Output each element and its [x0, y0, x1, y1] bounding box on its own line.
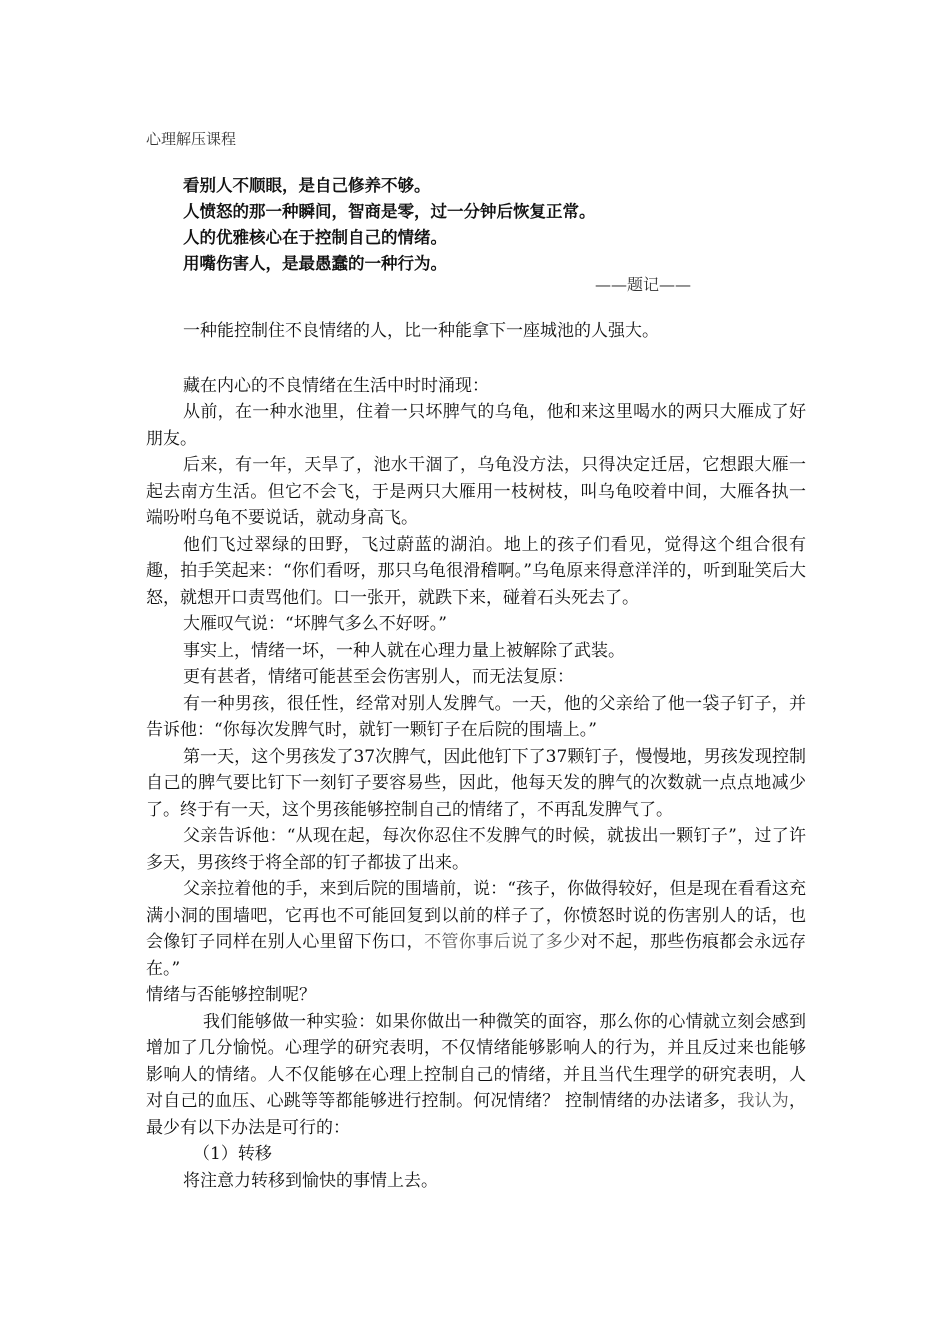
subheading: （1）转移	[193, 1144, 272, 1164]
paragraph-text-gray: 我认为	[737, 1091, 790, 1111]
section-question: 情绪与否能够控制呢？	[146, 985, 316, 1005]
paragraph: 第一天，这个男孩发了37次脾气，因此他钉下了37颗钉子，慢慢地，男孩发现控制自己的脾气要比钉下一刻钉子要容易些，因此，他每天发的脾气的次数就一点点地减少了。终于有一天，这个男孩能够控制自己的情绪了，不再乱发脾气了。	[146, 746, 806, 820]
body-text	[146, 318, 806, 1194]
epigraph	[183, 173, 743, 277]
paragraph: 有一种男孩，很任性，经常对别人发脾气。一天，他的父亲给了他一袋子钉子，并告诉他：“你每次发脾气时，就钉一颗钉子在后院的围墙上。”	[146, 693, 806, 740]
paragraph: 将注意力转移到愉快的事情上去。	[183, 1170, 438, 1191]
epigraph-line: 看别人不顺眼，是自己修养不够。	[183, 176, 431, 195]
paragraph-text: 我们能够做一种实验：如果你做出一种微笑的面容，那么你的心情就立刻会感到增加了几分愉悦。心理学的研究表明，不仅情绪能够影响人的行为，并且反过来也能够影响人的情绪。人不仅能够在心理上控制自己的情绪，并且当代生理学的研究表明，人对自己的血压、心跳等等都能够进行控制。何况情绪？ 控制情绪的办法诸多，	[146, 1011, 806, 1111]
paragraph-text: 对不起，那些伤痕都会永远存在。”	[146, 932, 807, 979]
paragraph: 藏在内心的不良情绪在生活中时时涌现：	[183, 375, 489, 396]
epigraph-signature: ——题记——	[595, 275, 692, 294]
paragraph: 父亲告诉他：“从现在起，每次你忍住不发脾气的时候，就拔出一颗钉子”，过了许多天，男孩终于将全部的钉子都拔了出来。	[146, 826, 806, 873]
paragraph: 更有甚者，情绪可能甚至会伤害别人，而无法复原：	[183, 667, 574, 687]
paragraph	[146, 1009, 806, 1142]
paragraph-text: 父亲拉着他的手，来到后院的围墙前，说：“孩子，你做得较好，但是现在看看这充满小洞的围墙吧，它再也不可能回复到以前的样子了，你愤怒时说的伤害别人的话，也会像钉子同样在别人心里留下伤口，	[146, 879, 806, 952]
paragraph: 从前，在一种水池里，住着一只坏脾气的乌龟，他和来这里喝水的两只大雁成了好朋友。	[146, 402, 806, 449]
epigraph-line: 人的优雅核心在于控制自己的情绪。	[183, 228, 447, 247]
page-header: 心理解压课程	[146, 130, 237, 148]
paragraph: 大雁叹气说：“坏脾气多么不好呀。”	[183, 614, 447, 634]
paragraph: 后来，有一年，天旱了，池水干涸了，乌龟没方法，只得决定迁居，它想跟大雁一起去南方生活。但它不会飞，于是两只大雁用一枝树枝，叫乌龟咬着中间，大雁各执一端吩咐乌龟不要说话，就动身高飞。	[146, 455, 806, 528]
paragraph: 事实上，情绪一坏，一种人就在心理力量上被解除了武装。	[183, 640, 625, 661]
epigraph-line: 用嘴伤害人，是最愚蠢的一种行为。	[183, 254, 447, 273]
paragraph-text: ，最少有以下办法是可行的：	[146, 1091, 807, 1138]
paragraph: 一种能控制住不良情绪的人，比一种能拿下一座城池的人强大。	[183, 321, 659, 341]
paragraph	[146, 876, 806, 982]
paragraph: 他们飞过翠绿的田野，飞过蔚蓝的湖泊。地上的孩子们看见，觉得这个组合很有趣，拍手笑起来：“你们看呀，那只乌龟很滑稽啊。”乌龟原来得意洋洋的，听到耻笑后大怒，就想开口责骂他们。口一张开，就跌下来，碰着石头死去了。	[146, 534, 806, 608]
paragraph-text-gray: 不管你事后说了多少	[424, 932, 581, 952]
epigraph-line: 人愤怒的那一种瞬间，智商是零，过一分钟后恢复正常。	[183, 202, 596, 221]
